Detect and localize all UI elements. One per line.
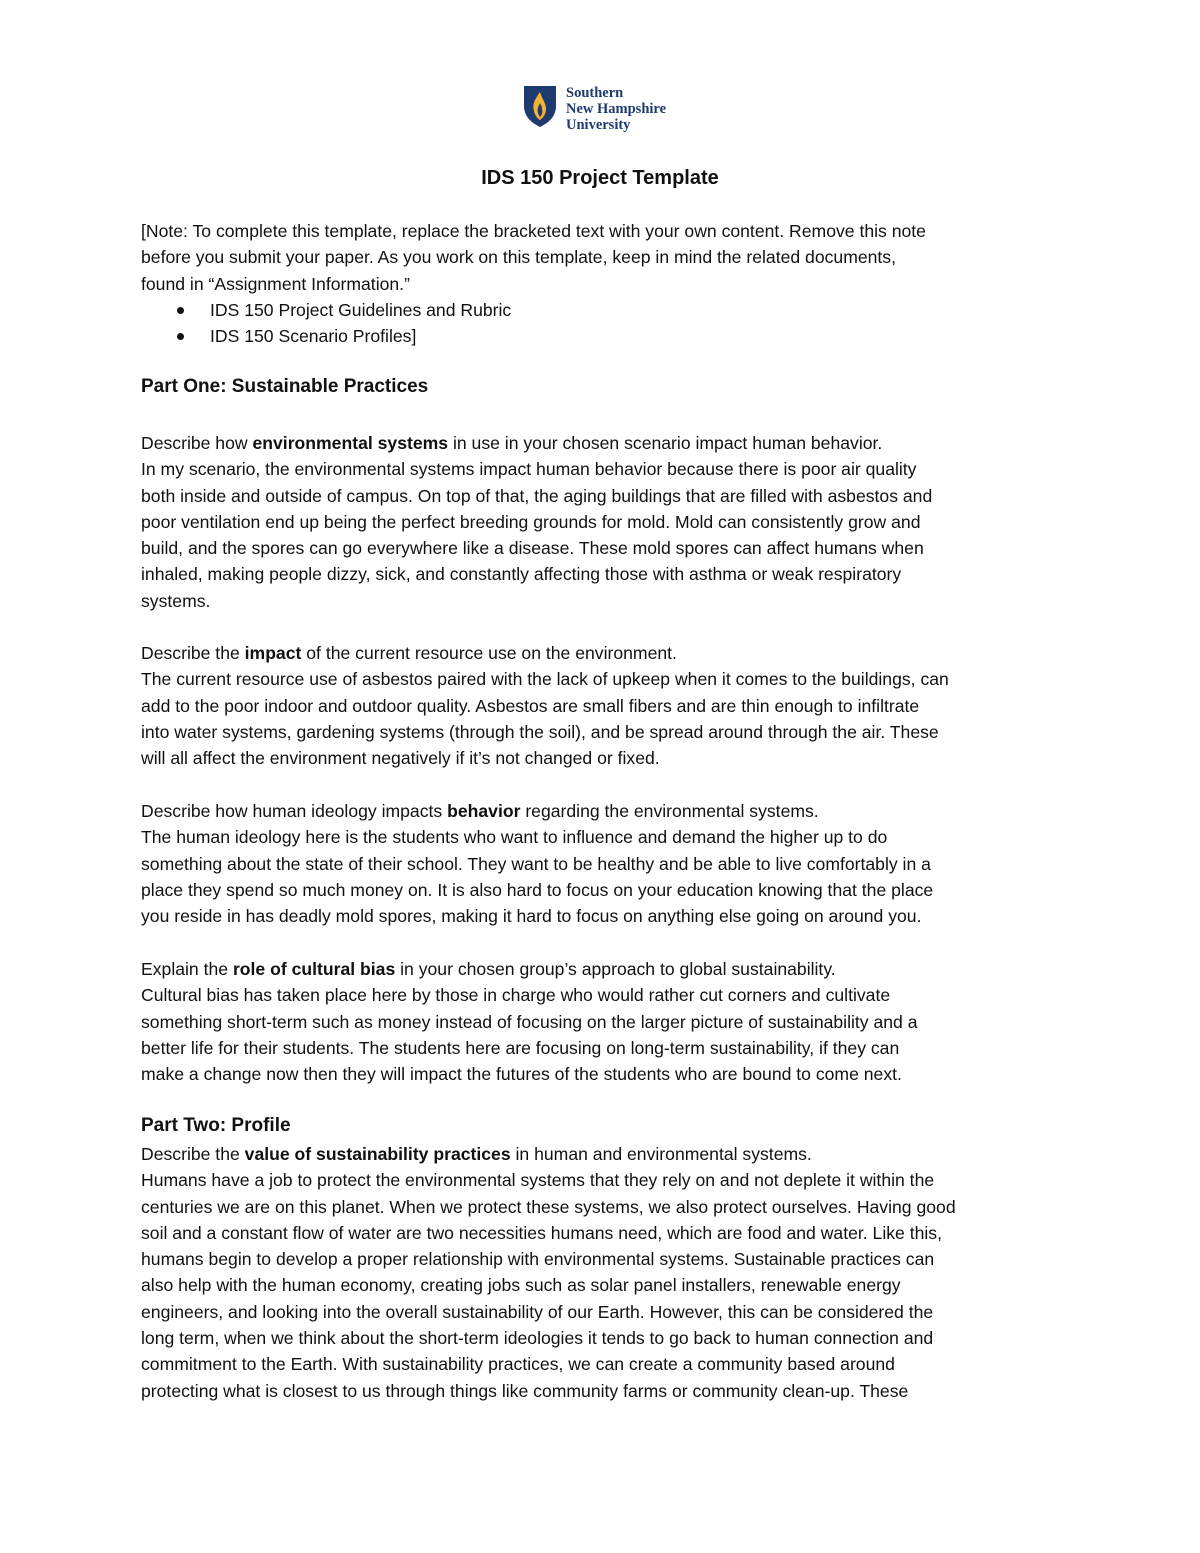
answer-line: The human ideology here is the students who want to influence and demand the higher up to do (141, 827, 888, 848)
logo-line-2: New Hampshire (566, 101, 667, 117)
note-line: [Note: To complete this template, replace the bracketed text with your own content. Remove this note (141, 221, 926, 241)
answer-line: engineers, and looking into the overall sustainability of our Earth. However, this can be considered the (141, 1301, 934, 1322)
question-prompt: Describe how environmental systems in use in your chosen scenario impact human behavior. (141, 433, 883, 453)
answer-line: something about the state of their school. They want to be healthy and be able to live comfortably in a (141, 853, 931, 874)
answer-line: Humans have a job to protect the environmental systems that they rely on and not deplete it within the (141, 1170, 935, 1191)
answer-line: will all affect the environment negatively if it’s not changed or fixed. (141, 748, 660, 769)
answer-line: soil and a constant flow of water are two necessities humans need, which are food and water. Like this, (141, 1222, 942, 1243)
answer-line: Cultural bias has taken place here by those in charge who would rather cut corners and cultivate (141, 985, 891, 1006)
answer-line: long term, when we think about the short-term ideologies it tends to go back to human connection and (141, 1328, 934, 1349)
question-keyword: role of cultural bias (232, 959, 396, 979)
answer-line: systems. (141, 590, 211, 611)
template-note (141, 218, 926, 349)
answer-line: into water systems, gardening systems (through the soil), and be spread around through the air. These (141, 721, 939, 742)
question-keyword: environmental systems (252, 433, 449, 453)
question-prompt: Describe the value of sustainability practices in human and environmental systems. (141, 1144, 812, 1164)
question-prompt: Describe how human ideology impacts behavior regarding the environmental systems. (141, 801, 819, 821)
answer-line: protecting what is closest to us through things like community farms or community clean-up. These (141, 1380, 909, 1401)
answer-line: something short-term such as money instead of focusing on the larger picture of sustainability and a (141, 1011, 918, 1032)
document-title: IDS 150 Project Template (481, 167, 719, 189)
answer-line: humans begin to develop a proper relationship with environmental systems. Sustainable practices can (141, 1249, 935, 1270)
question-keyword: impact (244, 643, 302, 663)
answer-line: make a change now then they will impact the futures of the students who are bound to come next. (141, 1064, 902, 1085)
part-one-question-1 (141, 430, 932, 614)
note-line: before you submit your paper. As you work on this template, keep in mind the related documents, (141, 247, 896, 268)
part-two-heading: Part Two: Profile (141, 1115, 291, 1136)
answer-line: inhaled, making people dizzy, sick, and constantly affecting those with asthma or weak respiratory (141, 564, 902, 585)
answer-line: place they spend so much money on. It is also hard to focus on your education knowing that the place (141, 879, 934, 900)
note-line: found in “Assignment Information.” (141, 273, 410, 294)
part-one-question-3 (141, 798, 933, 929)
answer-line: build, and the spores can go everywhere like a disease. These mold spores can affect humans when (141, 538, 924, 559)
part-one-heading: Part One: Sustainable Practices (141, 376, 429, 397)
related-documents-list (141, 297, 926, 350)
question-keyword: behavior (447, 801, 521, 821)
answer-line: you reside in has deadly mold spores, making it hard to focus on anything else going on around you. (141, 906, 922, 927)
part-one-question-4 (141, 956, 918, 1087)
answer-line: The current resource use of asbestos paired with the lack of upkeep when it comes to the buildings, can (141, 669, 949, 690)
part-two-question-1 (141, 1141, 956, 1404)
list-item: IDS 150 Project Guidelines and Rubric (141, 297, 926, 323)
answer-line: also help with the human economy, creating jobs such as solar panel installers, renewable energy (141, 1275, 901, 1296)
logo-line-1: Southern (566, 85, 624, 101)
answer-line: commitment to the Earth. With sustainability practices, we can create a community based around (141, 1354, 895, 1375)
answer-line: better life for their students. The students here are focusing on long-term sustainability, if they can (141, 1037, 900, 1058)
question-keyword: value of sustainability practices (244, 1144, 511, 1164)
answer-line: centuries we are on this planet. When we protect these systems, we also protect ourselves. Having good (141, 1196, 956, 1217)
logo-line-3: University (566, 117, 631, 133)
answer-line: In my scenario, the environmental systems impact human behavior because there is poor air quality (141, 459, 917, 480)
university-name (566, 85, 666, 133)
part-one-question-2 (141, 640, 949, 771)
answer-line: both inside and outside of campus. On top of that, the aging buildings that are filled with asbestos and (141, 485, 933, 506)
list-item: IDS 150 Scenario Profiles] (141, 323, 926, 349)
question-prompt: Describe the impact of the current resource use on the environment. (141, 643, 677, 663)
question-prompt: Explain the role of cultural bias in your chosen group’s approach to global sustainability. (141, 959, 836, 979)
answer-line: poor ventilation end up being the perfect breeding grounds for mold. Mold can consistently grow and (141, 511, 921, 532)
shield-flame-icon (522, 84, 558, 128)
university-logo (522, 84, 666, 133)
answer-line: add to the poor indoor and outdoor quality. Asbestos are small fibers and are thin enough to infiltrate (141, 695, 920, 716)
